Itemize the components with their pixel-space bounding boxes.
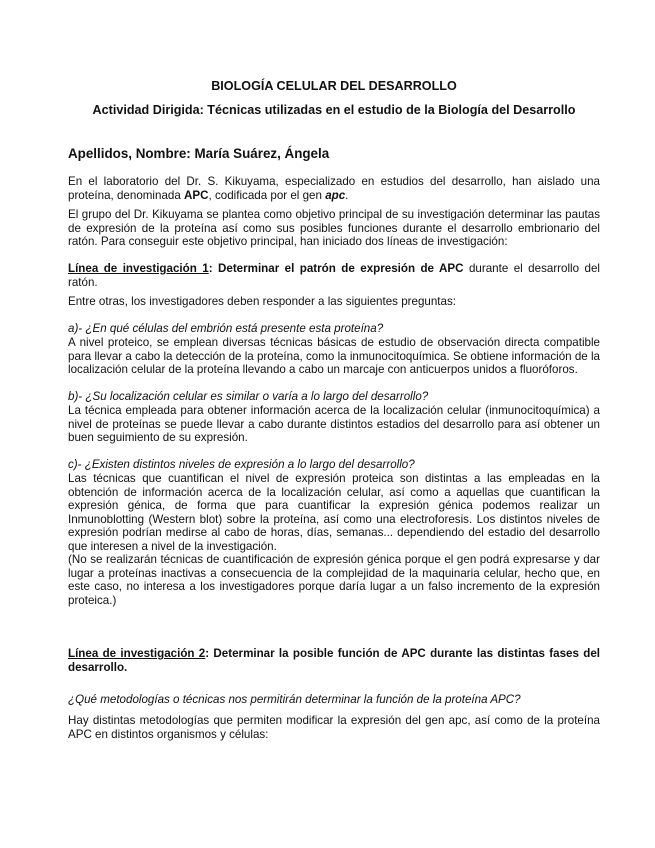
research-line-2-title: Determinar la posible función de APC durante las distintas fases del desarrollo. bbox=[68, 647, 600, 674]
research-line-2-heading bbox=[68, 647, 600, 674]
answer-a: A nivel proteico, se emplean diversas técnicas básicas de estudio de observación directa compatible para llevar a cabo la detección de la proteína, como la inmunocitoquímica. Se obtiene información de la localización celular de la proteína llevando a cabo un marcaje con anticuerpos unidos a fluoróforos. bbox=[68, 336, 600, 377]
document-title: BIOLOGÍA CELULAR DEL DESARROLLO bbox=[211, 79, 457, 93]
research-line-2-colon: : bbox=[205, 647, 214, 660]
research-line-1-colon: : bbox=[208, 262, 218, 275]
intro-paragraph-1 bbox=[68, 175, 600, 202]
question-c: c)- ¿Existen distintos niveles de expresión a lo largo del desarrollo? bbox=[68, 458, 415, 471]
author-line: Apellidos, Nombre: María Suárez, Ángela bbox=[68, 146, 330, 161]
protein-name: APC bbox=[184, 188, 209, 202]
gene-name: apc bbox=[325, 188, 346, 202]
document-subtitle: Actividad Dirigida: Técnicas utilizadas en el estudio de la Biología del Desarrollo bbox=[92, 103, 576, 117]
research-line-2-label: Línea de investigación 2 bbox=[68, 647, 206, 660]
research-line-1-rest: durante el desarrollo del ratón. bbox=[68, 262, 600, 289]
questions-lead: Entre otras, los investigadores deben responder a las siguientes preguntas: bbox=[68, 295, 456, 308]
answer-c-note: (No se realizarán técnicas de cuantificación de expresión génica porque el gen podrá expresarse y dar lugar a proteínas inactivas a consecuencia de la complejidad de la maquinaria celular, hecho que, en este caso, no interesa a los investigadores porque daría lugar a un falso incremento de la expresión proteica.) bbox=[68, 553, 600, 607]
answer-c: Las técnicas que cuantifican el nivel de expresión proteica son distintas a las empleadas en la obtención de información acerca de la localización celular, así como a aquellas que cuantifican la expresión génica, de forma que para cuantificar la expresión génica podemos realizar un Inmunoblotting (Western blot) sobre la proteína, así como una electroforesis. Los distintos niveles de expresión podrían medirse al cabo de horas, días, semanas... dependiendo del estadio del desarrollo que interesen a nivel de la investigación. bbox=[68, 472, 600, 553]
intro-text-mid: , codificada por el gen bbox=[208, 188, 326, 202]
research-line-2-question: ¿Qué metodologías o técnicas nos permitirán determinar la función de la proteína APC? bbox=[68, 693, 521, 706]
research-line-1-label: Línea de investigación 1 bbox=[68, 262, 209, 275]
intro-text-start: En el laboratorio del Dr. S. Kikuyama, especializado en estudios del desarrollo, han aislado una proteína, denominada bbox=[68, 175, 600, 202]
research-line-2-answer: Hay distintas metodologías que permiten modificar la expresión del gen apc, así como de la proteína APC en distintos organismos y células: bbox=[68, 714, 600, 741]
research-line-1-title: Determinar el patrón de expresión de APC bbox=[218, 262, 464, 275]
question-b: b)- ¿Su localización celular es similar o varía a lo largo del desarrollo? bbox=[68, 390, 429, 403]
question-a: a)- ¿En qué células del embrión está presente esta proteína? bbox=[68, 322, 384, 335]
answer-b: La técnica empleada para obtener información acerca de la localización celular (inmunocitoquímica) a nivel de proteínas se puede llevar a cabo durante distintos estadios del desarrollo para así obtener un buen seguimiento de su expresión. bbox=[68, 404, 600, 445]
intro-text-end: . bbox=[345, 188, 349, 202]
intro-paragraph-2: El grupo del Dr. Kikuyama se plantea como objetivo principal de su investigación determinar las pautas de expresión de la proteína así como sus posibles funciones durante el desarrollo embrionario del ratón. Para conseguir este objetivo principal, han iniciado dos líneas de investigación: bbox=[68, 208, 600, 249]
research-line-1-heading bbox=[68, 262, 600, 289]
